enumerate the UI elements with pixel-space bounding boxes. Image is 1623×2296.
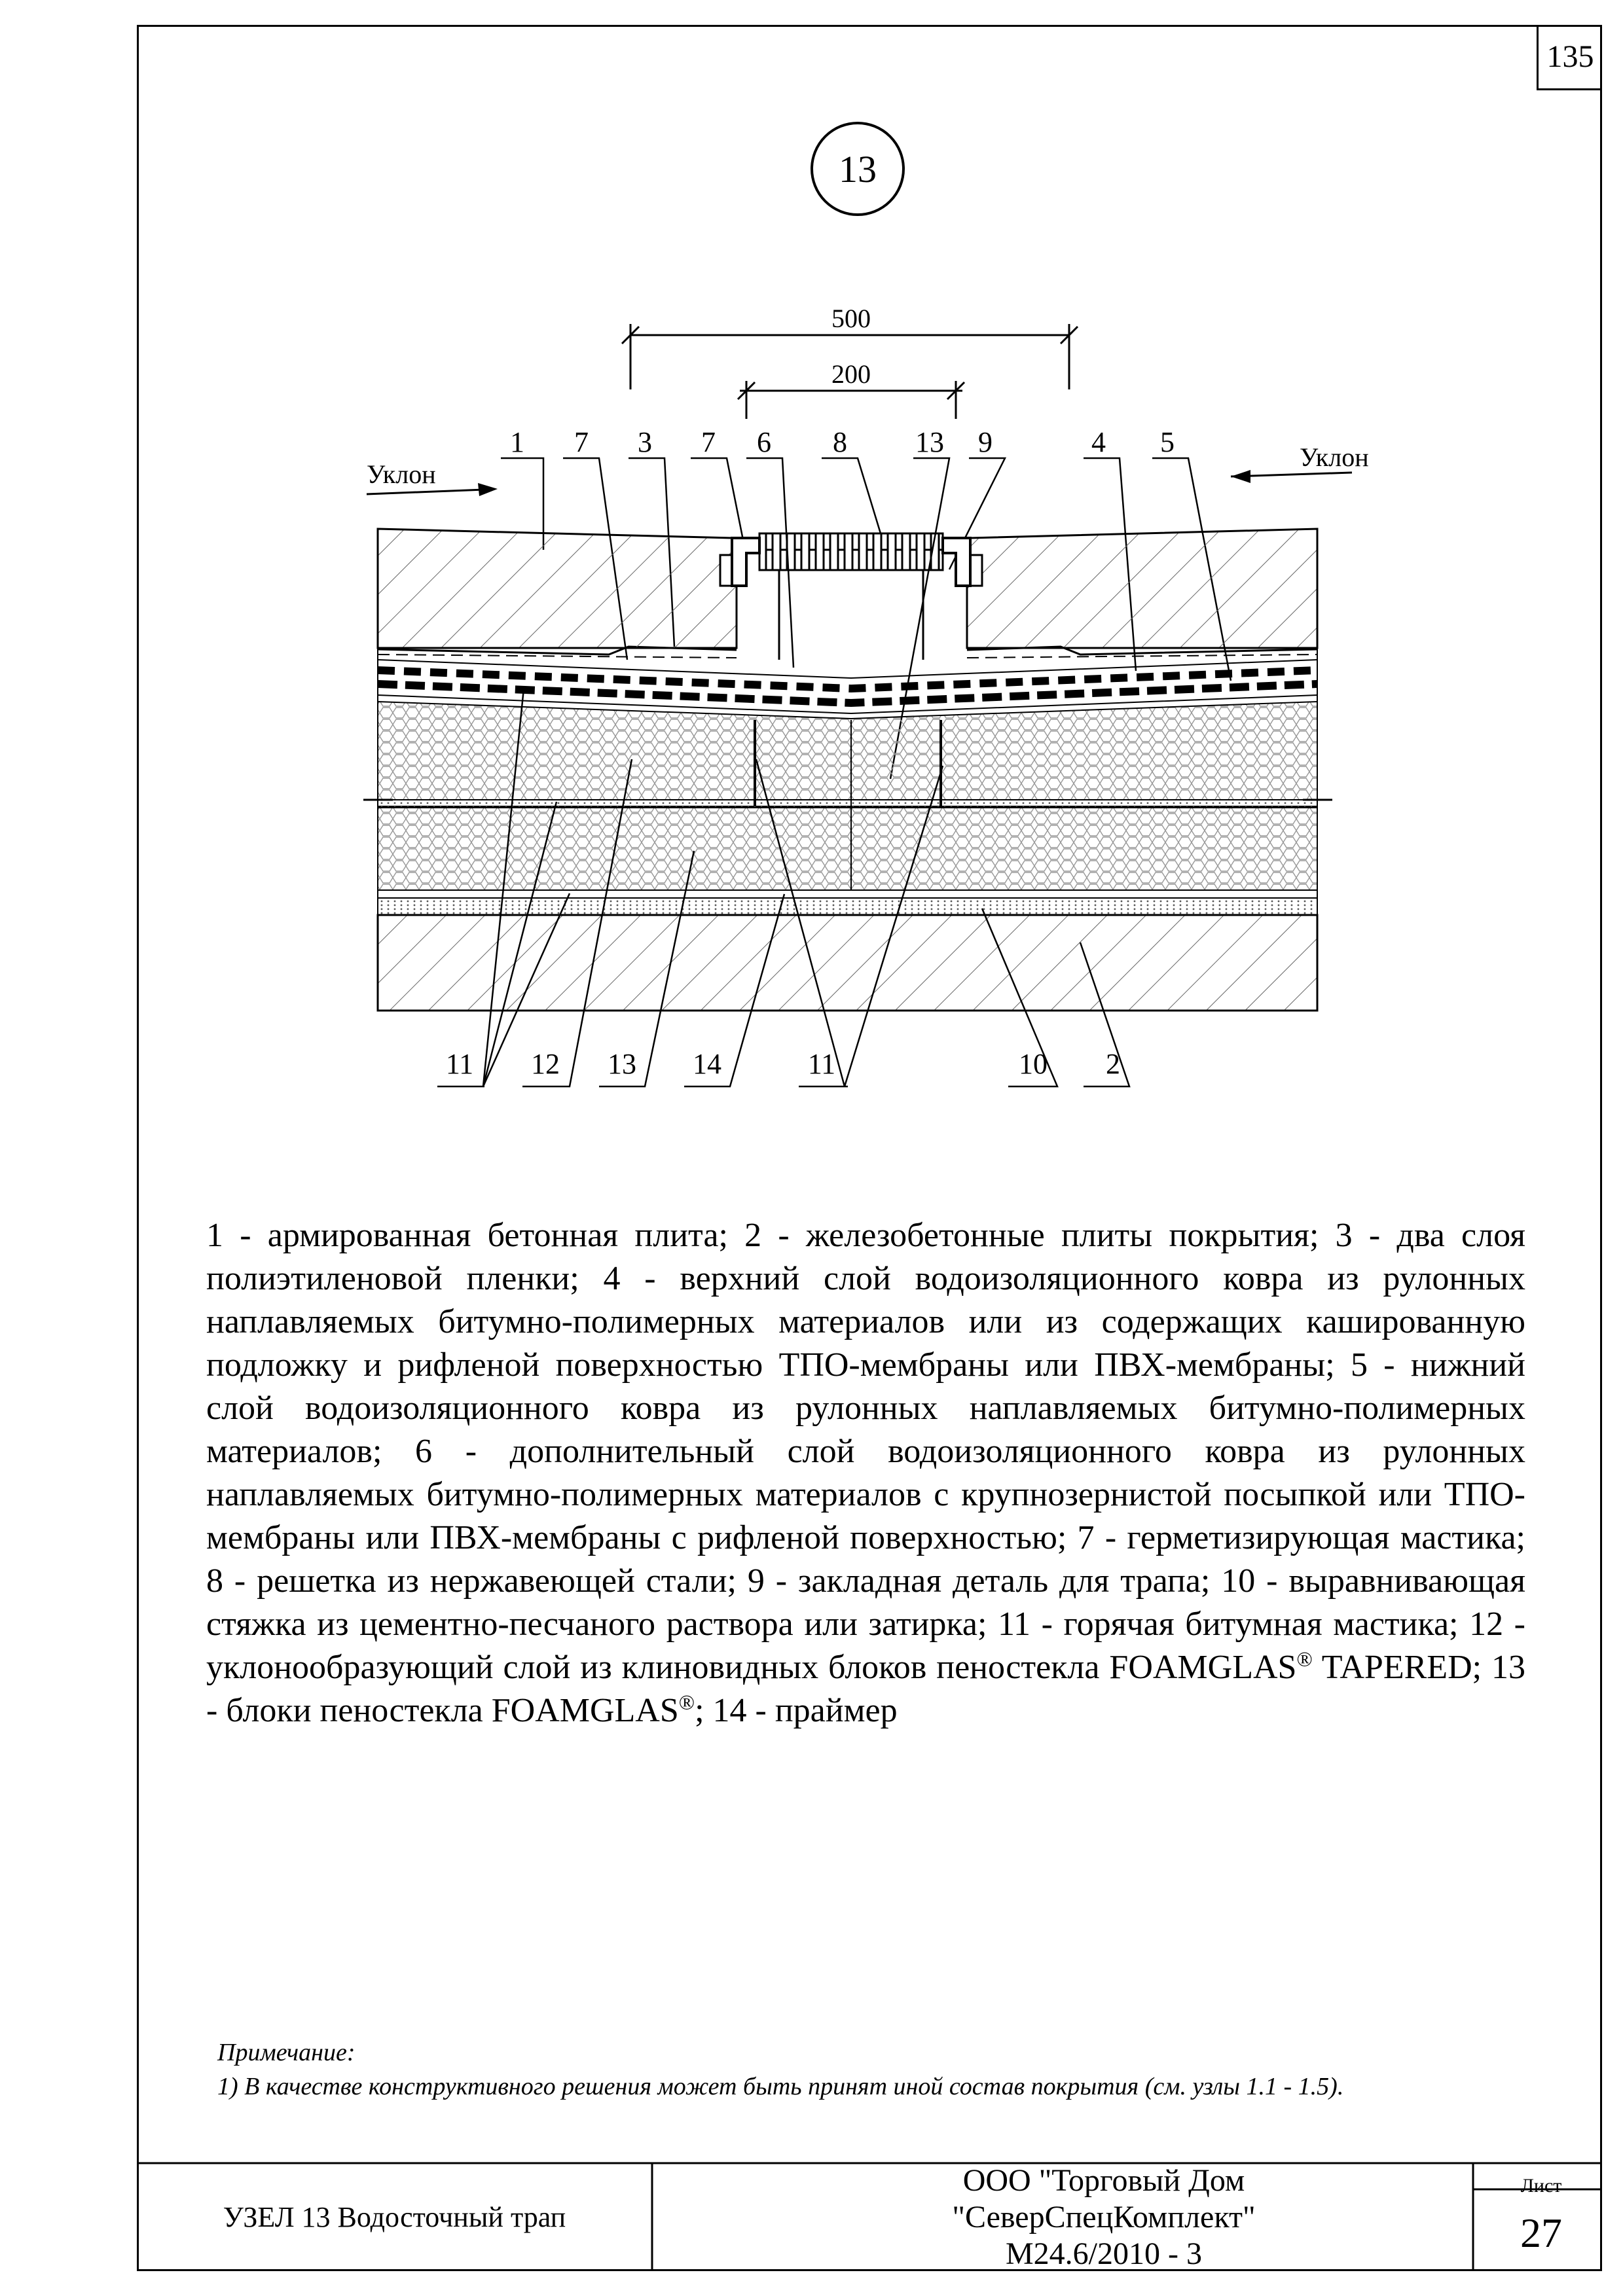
dimension-500-label: 500 — [831, 304, 871, 333]
callout-8: 8 — [833, 426, 847, 458]
callout-6: 6 — [757, 426, 771, 458]
title-block — [137, 2163, 1602, 2271]
roof-section — [363, 529, 1332, 1011]
stamp-company — [652, 2163, 1556, 2271]
primer — [378, 890, 1317, 898]
callout-11a: 11 — [445, 1048, 474, 1080]
sheet-number: 27 — [1520, 2210, 1562, 2256]
callout-10: 10 — [1019, 1048, 1048, 1080]
callout-14: 14 — [693, 1048, 721, 1080]
dimension-200-label: 200 — [831, 359, 871, 389]
mastic-line — [378, 800, 1317, 808]
callout-4: 4 — [1091, 426, 1106, 458]
callout-13-top: 13 — [915, 426, 944, 458]
stamp-title: УЗЕЛ 13 Водосточный трап — [223, 2201, 566, 2233]
concrete-slab-left — [378, 529, 737, 648]
callout-2: 2 — [1106, 1048, 1120, 1080]
foamglas-lower — [378, 806, 1317, 890]
document-code: М24.6/2010 - 3 — [1006, 2236, 1202, 2271]
note-title: Примечание: — [217, 2039, 356, 2066]
embedded-frame-left — [732, 538, 759, 586]
foamglas-tapered — [378, 702, 1317, 800]
sheet-label: Лист — [1520, 2175, 1562, 2197]
callout-7a: 7 — [574, 426, 589, 458]
callout-5: 5 — [1160, 426, 1175, 458]
callout-1: 1 — [510, 426, 524, 458]
slope-right-arrow — [1231, 470, 1352, 483]
company-line-1: ООО "Торговый Дом — [962, 2162, 1245, 2198]
page-number: 135 — [1537, 25, 1602, 90]
callout-3: 3 — [638, 426, 652, 458]
top-callouts — [510, 426, 1175, 458]
screed — [378, 898, 1317, 915]
callout-9: 9 — [978, 426, 993, 458]
bottom-callouts — [446, 1048, 1120, 1080]
callout-13-bottom: 13 — [608, 1048, 636, 1080]
note — [217, 2036, 1343, 2104]
concrete-slab-right — [967, 529, 1317, 648]
slope-right-label: Уклон — [1300, 442, 1369, 472]
steel-grate — [759, 533, 943, 570]
slope-left-label: Уклон — [367, 459, 436, 489]
precast-slab — [378, 915, 1317, 1011]
note-text: 1) В качестве конструктивного решения может быть принят иной состав покрытия (см. узлы 1.1 - 1.5). — [217, 2073, 1344, 2100]
callout-12: 12 — [531, 1048, 560, 1080]
node-badge — [812, 123, 903, 215]
legend: 1 - армированная бетонная плита; 2 - железобетонные плиты покрытия; 3 - два слоя полиэтиленовой пленки; 4 - верхний слой водоизоляционного ковра из рулонных наплавляемых битумно-полимерных материалов или из содержащих кашированную подложку и рифленой поверхностью ТПО-мембраны или ПВХ-мембраны; 5 - нижний слой водоизоляционного ковра из рулонных наплавляемых битумно-полимерных материалов; 6 - дополнительный слой водоизоляционного ковра из рулонных наплавляемых битумно-полимерных материалов с крупнозернистой посыпкой или ТПО-мембраны или ПВХ-мембраны с рифленой поверхностью; 7 - герметизирующая мастика; 8 - решетка из нержавеющей стали; 9 - закладная деталь для трапа; 10 - выравнивающая стяжка из цементно-песчаного раствора или затирка; 11 - горячая битумная мастика; 12 - уклонообразующий слой из клиновидных блоков пеностекла FOAMGLAS® TAPERED; 13 - блоки пеностекла FOAMGLAS®; 14 - праймер — [206, 1217, 1526, 1729]
embedded-frame-right — [943, 538, 970, 586]
svg-text:13: 13 — [839, 148, 877, 190]
company-line-2: "СеверСпецКомплект" — [952, 2199, 1256, 2234]
callout-11b: 11 — [807, 1048, 836, 1080]
callout-7b: 7 — [701, 426, 716, 458]
